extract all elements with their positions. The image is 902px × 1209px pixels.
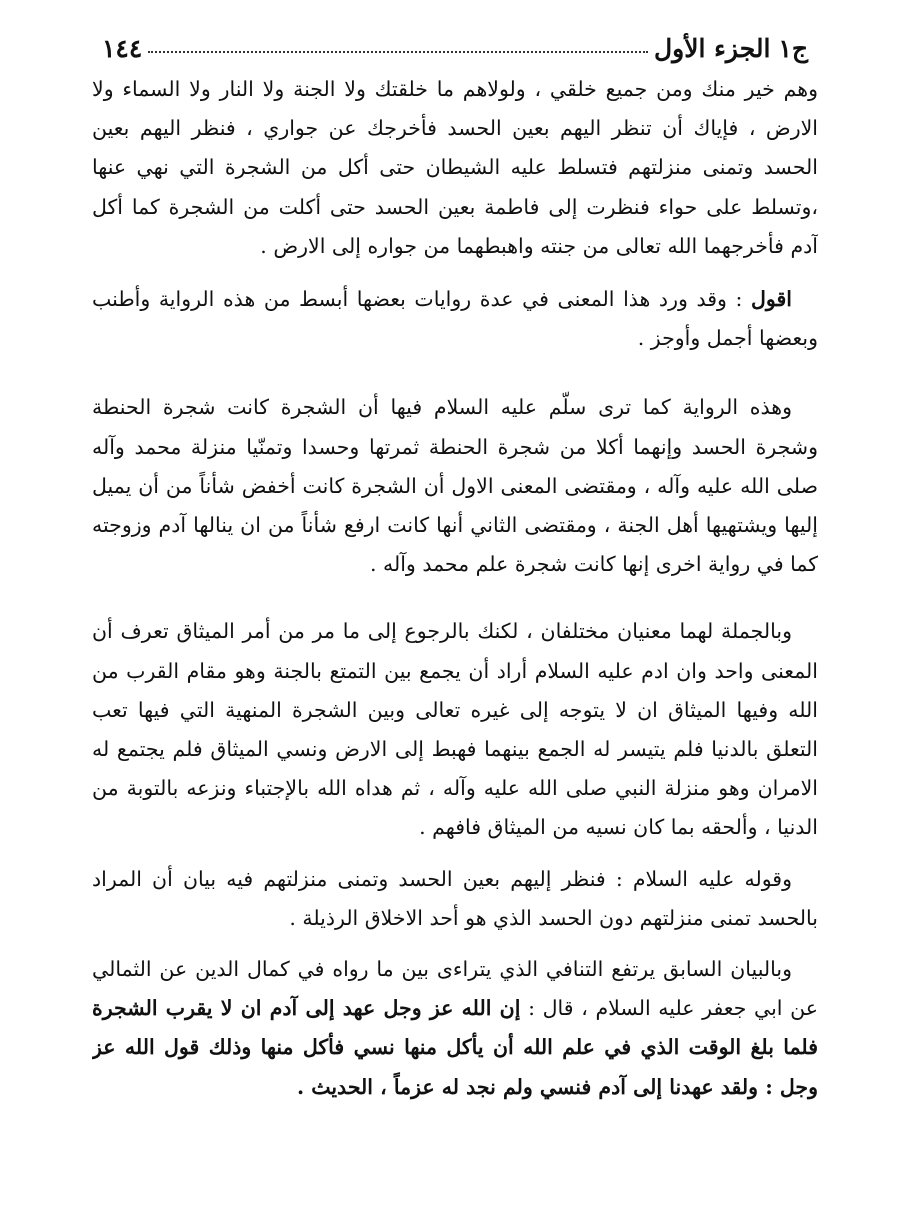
volume-label: ج١: [778, 33, 808, 63]
part-title: الجزء الأول: [654, 33, 771, 63]
paragraph-3: وهذه الرواية كما ترى سلّم عليه السلام فيها أن الشجرة كانت شجرة الحنطة وشجرة الحسد وإنهما أكلا من شجرة الحنطة ثمرتها وحسدا وتمنّيا منزلة محمد وآله صلى الله عليه وآله ، ومقتضى المعنى الاول أن الشجرة كانت أخفض شأناً من أن يميل إليها ويشتهيها أهل الجنة ، ومقتضى الثاني أنها كانت ارفع شأناً من ان ينالها آدم وزوجته كما في رواية اخرى إنها كانت شجرة علم محمد وآله .: [92, 395, 818, 577]
paragraph-2: [92, 280, 818, 358]
paragraph-2-lead: اقول: [751, 287, 792, 312]
paragraph-6-text: وبالبيان السابق يرتفع التنافي الذي يتراءى بين ما رواه في كمال الدين عن الثمالي عن ابي جعفر عليه السلام ، قال :: [92, 957, 818, 1021]
paragraph-2-text: : وقد ورد هذا المعنى في عدة روايات بعضها أبسط من هذه الرواية وأطنب وبعضها أجمل وأوجز .: [92, 287, 818, 351]
paragraph-1: وهم خير منك ومن جميع خلقي ، ولولاهم ما خلقتك ولا الجنة ولا النار ولا السماء ولا الارض ، فإياك أن تنظر اليهم بعين الحسد فأخرجك عن جواري ، فنظر اليهم بعين الحسد وتمنى منزلتهم فتسلط عليه الشيطان حتى أكل من الشجرة التي نهي عنها ،وتسلط على حواء فنظرت إلى فاطمة بعين الحسد حتى أكلت من الشجرة كما أكل آدم فأخرجهما الله تعالى من جنته واهبطهما من جواره إلى الارض .: [92, 77, 818, 258]
page-number: ١٤٤: [102, 33, 143, 63]
running-title: [654, 34, 808, 63]
paragraph-5: وقوله عليه السلام : فنظر إليهم بعين الحسد وتمنى منزلتهم فيه بيان أن المراد بالحسد تمنى منزلتهم دون الحسد الذي هو أحد الاخلاق الرذيلة .: [92, 866, 818, 930]
page-header: [92, 28, 818, 68]
hadith-quote: إن الله عز وجل عهد إلى آدم ان لا يقرب الشجرة فلما بلغ الوقت الذي في علم الله أن يأكل منها نسي فأكل منها وذلك قول الله عز وجل : ولقد عهدنا إلى آدم فنسي ولم نجد له عزماً ، الحديث .: [92, 996, 818, 1099]
paragraph-6: [92, 950, 818, 1107]
paragraph-4: وبالجملة لهما معنيان مختلفان ، لكنك بالرجوع إلى ما مر من أمر الميثاق تعرف أن المعنى واحد وان ادم عليه السلام أراد أن يجمع بين التمتع بالجنة وهو مقام القرب من الله وفيها الميثاق ان لا يتوجه إلى غيره تعالى وبين الشجرة المنهية التي فيها تعب التعلق بالدنيا فلم يتيسر له الجمع بينهما فهبط إلى الارض ونسي الميثاق فلم يجتمع له الامران وهو منزلة النبي صلى الله عليه وآله ، ثم هداه الله بالإجتباء ونزعه بالتوبة من الدنيا ، وألحقه بما كان نسيه من الميثاق فافهم .: [92, 619, 818, 840]
book-page: [92, 28, 818, 1178]
header-dotted-leader: [148, 51, 648, 53]
